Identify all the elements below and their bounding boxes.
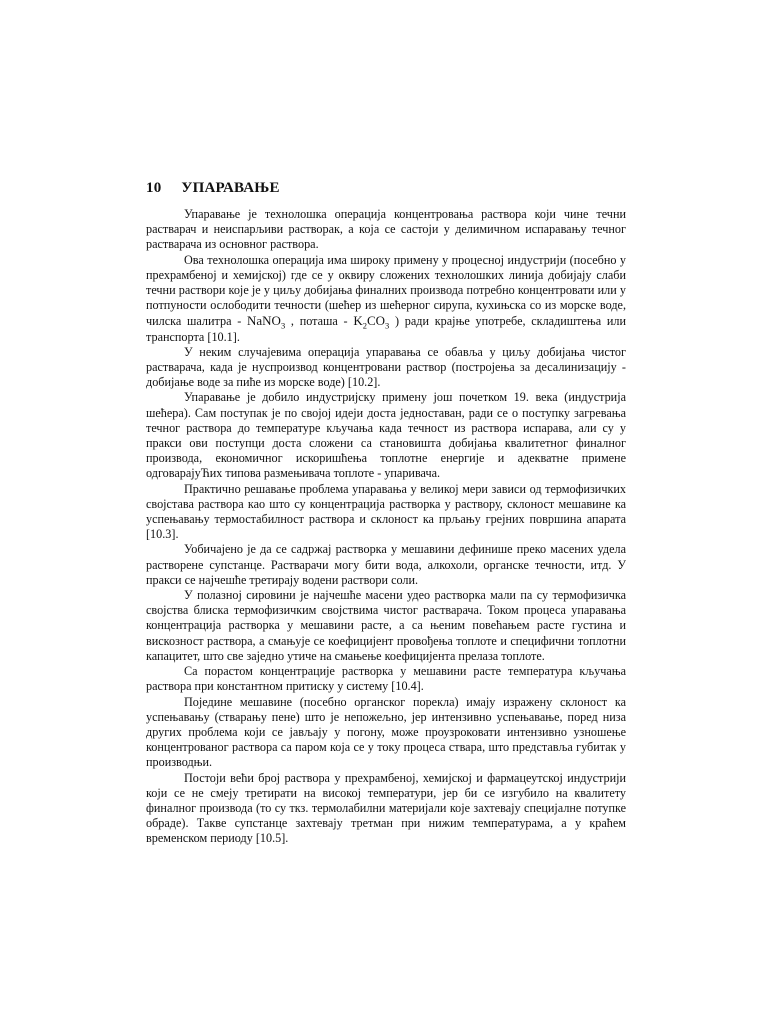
- paragraph-2-text-a: Ова технолошка операција има широку примену у процесној индустрији (посебно у прехрамбеној и хемијској) где се у оквиру сложених технолошких линија добијају слаби течни раствори које је у циљу добијања финалних производа потребно концентровати или у потпуности ослободити течности (шећер из шећерног сирупа, кухињска со из морске воде, чилска шалитра -: [146, 252, 626, 329]
- formula-potassium-carbonate-subscript-2: 3: [385, 321, 390, 332]
- paragraph-1: Упаравање је технолошка операција концентровања раствора који чине течни растварач и неиспарљиви растворак, а која се састоји у делимичном испаравању течног растварача из основног раствора.: [146, 207, 626, 252]
- formula-potassium-carbonate-subscript-1: 2: [362, 321, 367, 332]
- chapter-heading: [146, 180, 626, 197]
- formula-potassium-carbonate: [353, 313, 390, 332]
- paragraph-8: Са порастом концентрације растворка у мешавини расте температура кључања раствора при константном притиску у систему [10.4].: [146, 664, 626, 694]
- paragraph-4: Упаравање је добило индустријску примену још почетком 19. века (индустрија шећера). Сам поступак је по својој идеји доста једноставан, ради се о поступку загревања течног раствора до температуре кључања када течност из раствора испарава, али су у пракси ови поступци доста сложени са становишта добијања квалитетног финалног производа, економичног искоришћења топлотне енергије и адекватне примене одговарајуЋих типова размењивача топлоте - упаривача.: [146, 390, 626, 481]
- formula-sodium-nitrate-subscript: 3: [280, 321, 286, 332]
- paragraph-2: [146, 253, 626, 345]
- chapter-number: 10: [146, 180, 162, 196]
- paragraph-2-text-c: ) ради крајње употребе, складиштења или транспорта [10.1].: [146, 314, 626, 344]
- formula-sodium-nitrate: [247, 313, 286, 332]
- paragraph-6: Уобичајено је да се садржај растворка у мешавини дефинише преко масених удела растворене супстанце. Растварачи могу бити вода, алкохоли, органске течности, итд. У пракси се најчешће третирају водени раствори соли.: [146, 542, 626, 587]
- formula-potassium-carbonate-co: CO: [366, 313, 386, 329]
- formula-sodium-nitrate-main: NaNO: [247, 313, 281, 329]
- paragraph-5: Практично решавање проблема упаравања у великој мери зависи од термофизичких својстава раствора као што су концентрација растворка у раствору, склоност мешавине ка успењавању термостабилност раствора и склоност ка прљању грејних површина апарата [10.3].: [146, 481, 626, 542]
- document-page: [146, 180, 626, 847]
- chapter-title: УПАРАВАЊЕ: [181, 180, 280, 196]
- paragraph-3: У неким случајевима операција упаравања се обавља у циљу добијања чистог растварача, када је нуспроизвод концентровани раствор (постројења за десалинизацију - добијање воде за пиће из морске воде) [10.2].: [146, 344, 626, 390]
- paragraph-9: Поједине мешавине (посебно органског порекла) имају изражену склоност ка успењавању (стварању пене) што је непожељно, јер интензивно успењавање, поред низа других проблема који се јављају у погону, може проузроковати интензивно узношење концентрованог раствора са паром која се у току процеса ствара, што представља губитак у производњи.: [146, 694, 626, 770]
- formula-potassium-carbonate-k: K: [353, 313, 363, 329]
- paragraph-2-text-b: , поташа -: [285, 314, 354, 329]
- paragraph-10: Постоји већи број раствора у прехрамбеној, хемијској и фармацеутској индустрији који се не смеју третирати на високој температури, јер би се изгубило на квалитету финалног производа (то су ткз. термолабилни материјали које захтевају специјалне потупке обраде). Такве супстанце захтевају третман при нижим температурама, а у краћем временском периоду [10.5].: [146, 770, 626, 846]
- paragraph-7: У полазној сировини је најчешће масени удео растворка мали па су термофизичка својства блиска термофизичким својствима чистог растварача. Током процеса упаравања концентрација растворка у мешавини расте, а са њеним повећањем расте густина и вискозност раствора, а смањује се коефицијент провођења топлоте и специфични топлотни капацитет, што све заједно утиче на смањење коефицијента прелаза топлоте.: [146, 588, 626, 663]
